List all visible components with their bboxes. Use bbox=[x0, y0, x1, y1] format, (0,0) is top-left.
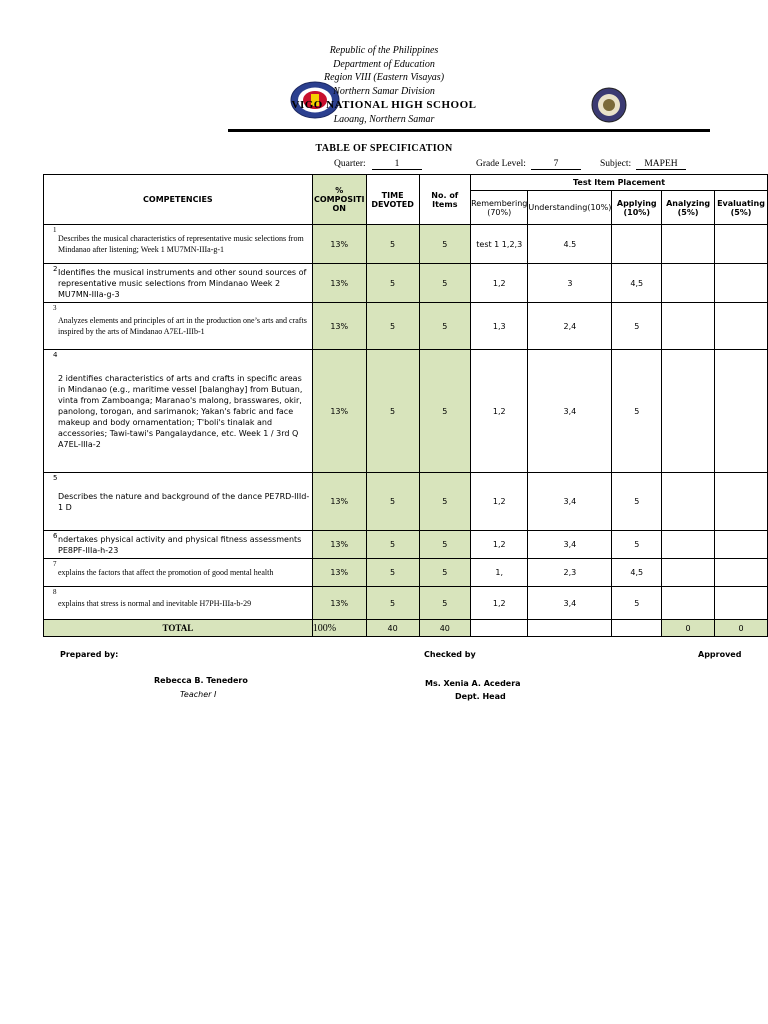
composition-cell: 13% bbox=[312, 264, 366, 303]
total-evaluating: 0 bbox=[715, 620, 768, 637]
remembering-cell: 1,2 bbox=[471, 531, 528, 559]
table-row bbox=[44, 587, 768, 620]
remembering-cell: 1, bbox=[471, 559, 528, 587]
quarter-label: Quarter: bbox=[334, 159, 366, 169]
understanding-cell: 3,4 bbox=[528, 350, 612, 473]
evaluating-cell bbox=[715, 473, 768, 531]
row-number: 1 bbox=[53, 226, 57, 234]
applying-cell: 5 bbox=[612, 350, 662, 473]
evaluating-cell bbox=[715, 559, 768, 587]
total-remembering bbox=[471, 620, 528, 637]
applying-cell: 5 bbox=[612, 303, 662, 350]
applying-cell: 5 bbox=[612, 587, 662, 620]
time-cell: 5 bbox=[366, 264, 419, 303]
header-test-item-placement: Test Item Placement bbox=[471, 175, 768, 191]
analyzing-cell bbox=[662, 473, 715, 531]
dept-head-title: Dept. Head bbox=[455, 692, 506, 701]
total-analyzing: 0 bbox=[662, 620, 715, 637]
row-number: 4 bbox=[53, 351, 58, 359]
table-row bbox=[44, 225, 768, 264]
time-cell: 5 bbox=[366, 587, 419, 620]
time-cell: 5 bbox=[366, 531, 419, 559]
competency-text: Analyzes elements and principles of art in the production one’s arts and crafts inspired by the arts of Mindanao A7EL-IIIb-1 bbox=[58, 316, 307, 336]
checked-by-label: Checked by bbox=[424, 650, 476, 659]
header-analyzing: Analyzing (5%) bbox=[662, 191, 715, 225]
prepared-by-label: Prepared by: bbox=[60, 650, 119, 659]
analyzing-cell bbox=[662, 531, 715, 559]
remembering-cell: 1,2 bbox=[471, 350, 528, 473]
remembering-cell: 1,2 bbox=[471, 587, 528, 620]
analyzing-cell bbox=[662, 350, 715, 473]
header-time-devoted: TIME DEVOTED bbox=[366, 175, 419, 225]
remembering-cell: test 1 1,2,3 bbox=[471, 225, 528, 264]
header-competencies: COMPETENCIES bbox=[44, 175, 313, 225]
row-number: 3 bbox=[53, 304, 57, 312]
total-understanding bbox=[528, 620, 612, 637]
remembering-cell: 1,3 bbox=[471, 303, 528, 350]
header-region: Region VIII (Eastern Visayas) bbox=[323, 72, 445, 83]
table-row bbox=[44, 473, 768, 531]
understanding-cell: 4.5 bbox=[528, 225, 612, 264]
row-number: 7 bbox=[53, 560, 57, 568]
competency-text: Identifies the musical instruments and other sound sources of representative music selections from Mindanao Week 2 MU7MN-IIIa-g-3 bbox=[58, 267, 307, 299]
applying-cell: 5 bbox=[612, 531, 662, 559]
composition-cell: 13% bbox=[312, 350, 366, 473]
subject-label: Subject: bbox=[600, 159, 632, 169]
items-cell: 5 bbox=[419, 473, 471, 531]
items-cell: 5 bbox=[419, 559, 471, 587]
understanding-cell: 2,3 bbox=[528, 559, 612, 587]
composition-cell: 13% bbox=[312, 303, 366, 350]
analyzing-cell bbox=[662, 264, 715, 303]
school-address: Laoang, Northern Samar bbox=[333, 114, 435, 125]
evaluating-cell bbox=[715, 587, 768, 620]
header-rule bbox=[228, 129, 710, 132]
header-no-of-items: No. of Items bbox=[419, 175, 471, 225]
composition-cell: 13% bbox=[312, 559, 366, 587]
applying-cell: 5 bbox=[612, 473, 662, 531]
applying-cell: 4,5 bbox=[612, 264, 662, 303]
table-row bbox=[44, 559, 768, 587]
time-cell: 5 bbox=[366, 559, 419, 587]
analyzing-cell bbox=[662, 303, 715, 350]
competency-text: Describes the nature and background of the dance PE7RD-IIId-1 D bbox=[58, 491, 310, 512]
total-items: 40 bbox=[419, 620, 471, 637]
total-row bbox=[44, 620, 768, 637]
understanding-cell: 3,4 bbox=[528, 587, 612, 620]
competency-text: explains the factors that affect the promotion of good mental health bbox=[58, 568, 274, 577]
header-understanding: Understanding(10%) bbox=[528, 191, 612, 225]
composition-cell: 13% bbox=[312, 225, 366, 264]
table-row bbox=[44, 531, 768, 559]
header-composition: % COMPOSITI ON bbox=[312, 175, 366, 225]
evaluating-cell bbox=[715, 225, 768, 264]
understanding-cell: 3 bbox=[528, 264, 612, 303]
items-cell: 5 bbox=[419, 264, 471, 303]
analyzing-cell bbox=[662, 587, 715, 620]
header-applying: Applying (10%) bbox=[612, 191, 662, 225]
teacher-title: Teacher I bbox=[180, 690, 217, 699]
grade-value: 7 bbox=[531, 159, 581, 170]
evaluating-cell bbox=[715, 264, 768, 303]
time-cell: 5 bbox=[366, 473, 419, 531]
total-composition: 100% bbox=[312, 620, 366, 637]
competency-text: ndertakes physical activity and physical fitness assessments PE8PF-IIIa-h-23 bbox=[58, 534, 302, 555]
composition-cell: 13% bbox=[312, 587, 366, 620]
competency-text: 2 identifies characteristics of arts and crafts in specific areas in Mindanao (e.g., maritime vessel [balanghay] from Butuan, vinta from Zamboanga; Maranao's malong, brasswares, okir, panolong, torogan, and sarimanok; Yakan's fabric and face makeup and body ornamentation; T'boli's tinalak and accessories; Tawi-tawi's Pangalaydance, etc. Week 1 / 3rd Q A7EL-IIIa-2 bbox=[58, 373, 303, 449]
competency-text: Describes the musical characteristics of representative music selections from Mindanao after listening; Week 1 MU7MN-IIIa-g-1 bbox=[58, 234, 304, 254]
items-cell: 5 bbox=[419, 531, 471, 559]
composition-cell: 13% bbox=[312, 531, 366, 559]
applying-cell: 4,5 bbox=[612, 559, 662, 587]
table-row bbox=[44, 264, 768, 303]
row-number: 2 bbox=[53, 265, 58, 273]
understanding-cell: 3,4 bbox=[528, 531, 612, 559]
competency-text: explains that stress is normal and inevitable H7PH-IIIa-b-29 bbox=[58, 598, 252, 608]
evaluating-cell bbox=[715, 531, 768, 559]
applying-cell bbox=[612, 225, 662, 264]
remembering-cell: 1,2 bbox=[471, 473, 528, 531]
header-department: Department of Education bbox=[333, 59, 435, 70]
analyzing-cell bbox=[662, 559, 715, 587]
table-row bbox=[44, 303, 768, 350]
header-remembering: Remembering (70%) bbox=[471, 191, 528, 225]
understanding-cell: 2,4 bbox=[528, 303, 612, 350]
items-cell: 5 bbox=[419, 587, 471, 620]
dept-head-name: Ms. Xenia A. Acedera bbox=[425, 679, 521, 688]
row-number: 8 bbox=[53, 588, 57, 596]
total-label: TOTAL bbox=[44, 620, 313, 637]
row-number: 5 bbox=[53, 474, 58, 482]
composition-cell: 13% bbox=[312, 473, 366, 531]
items-cell: 5 bbox=[419, 225, 471, 264]
document-title: TABLE OF SPECIFICATION bbox=[315, 143, 453, 154]
teacher-name: Rebecca B. Tenedero bbox=[154, 676, 248, 685]
time-cell: 5 bbox=[366, 303, 419, 350]
evaluating-cell bbox=[715, 303, 768, 350]
items-cell: 5 bbox=[419, 303, 471, 350]
header-division: Northern Samar Division bbox=[333, 86, 435, 97]
items-cell: 5 bbox=[419, 350, 471, 473]
time-cell: 5 bbox=[366, 350, 419, 473]
evaluating-cell bbox=[715, 350, 768, 473]
subject-value: MAPEH bbox=[636, 159, 686, 170]
table-row bbox=[44, 350, 768, 473]
understanding-cell: 3,4 bbox=[528, 473, 612, 531]
total-time: 40 bbox=[366, 620, 419, 637]
specification-table bbox=[43, 174, 768, 637]
analyzing-cell bbox=[662, 225, 715, 264]
grade-label: Grade Level: bbox=[476, 159, 526, 169]
remembering-cell: 1,2 bbox=[471, 264, 528, 303]
header-evaluating: Evaluating (5%) bbox=[715, 191, 768, 225]
quarter-value: 1 bbox=[372, 159, 422, 170]
time-cell: 5 bbox=[366, 225, 419, 264]
header-republic: Republic of the Philippines bbox=[329, 45, 439, 56]
school-name: VIGO NATIONAL HIGH SCHOOL bbox=[291, 99, 477, 111]
approved-label: Approved bbox=[698, 650, 742, 659]
row-number: 6 bbox=[53, 532, 58, 540]
total-applying bbox=[612, 620, 662, 637]
